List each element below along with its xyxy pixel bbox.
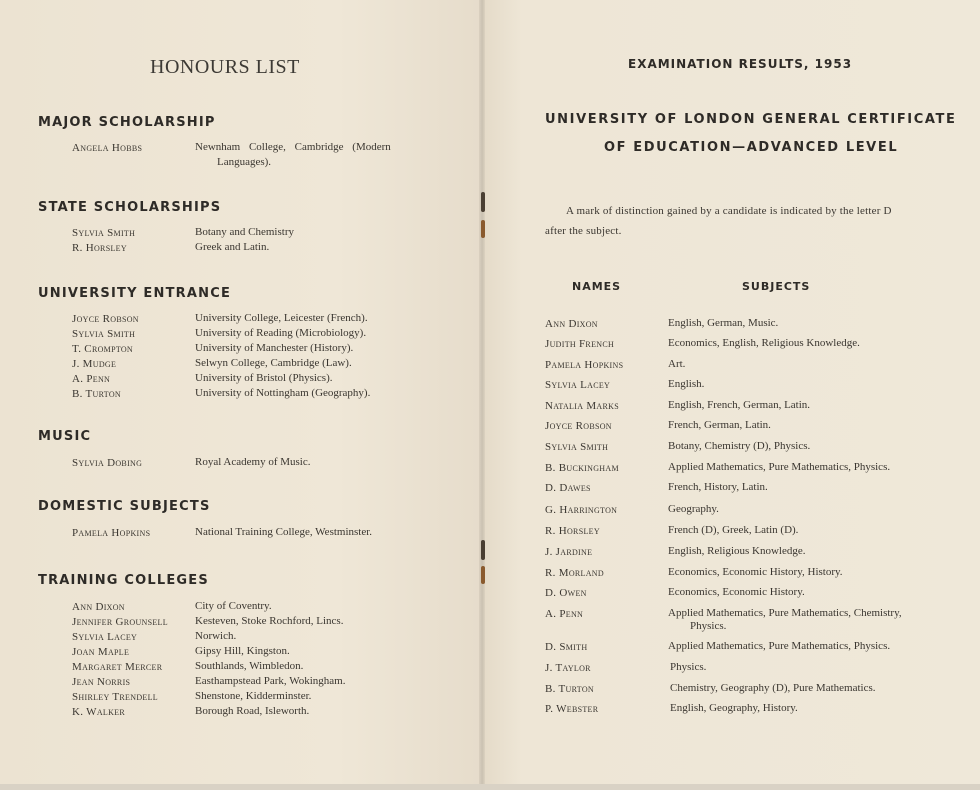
result-subjects: English.	[668, 378, 705, 390]
result-subjects: Art.	[668, 358, 686, 370]
result-subjects-cont: Physics.	[690, 620, 727, 632]
section-heading: STATE SCHOLARSHIPS	[38, 200, 222, 215]
honours-list-title: HONOURS LIST	[150, 56, 300, 78]
honour-detail: University of Bristol (Physics).	[195, 372, 333, 384]
result-subjects: Applied Mathematics, Pure Mathematics, Chemistry,	[668, 607, 902, 619]
honour-detail: Easthampstead Park, Wokingham.	[195, 675, 346, 687]
honour-name: T. Crompton	[72, 343, 134, 355]
honour-detail: Borough Road, Isleworth.	[195, 705, 310, 717]
section-heading: MAJOR SCHOLARSHIP	[38, 115, 216, 130]
staple-bottom-rust	[481, 566, 485, 584]
honour-detail: Botany and Chemistry	[195, 226, 294, 238]
honour-name: Joan Maple	[72, 646, 130, 658]
staple-top	[481, 192, 485, 212]
honour-detail: Shenstone, Kidderminster.	[195, 690, 312, 702]
honour-detail: City of Coventry.	[195, 600, 272, 612]
result-subjects: Physics.	[670, 661, 707, 673]
result-name: B. Turton	[545, 683, 594, 695]
honour-detail: National Training College, Westminster.	[195, 526, 373, 538]
honour-detail: Norwich.	[195, 630, 237, 642]
honour-name: Sylvia Dobing	[72, 457, 143, 469]
result-name: Ann Dixon	[545, 318, 598, 330]
result-subjects: Applied Mathematics, Pure Mathematics, Physics.	[668, 640, 891, 652]
honour-name: Pamela Hopkins	[72, 527, 151, 539]
honour-detail: Southlands, Wimbledon.	[195, 660, 304, 672]
results-title: EXAMINATION RESULTS, 1953	[628, 57, 853, 71]
result-name: G. Harrington	[545, 504, 618, 516]
honour-detail: Royal Academy of Music.	[195, 456, 311, 468]
result-name: B. Buckingham	[545, 462, 619, 474]
honour-detail: Greek and Latin.	[195, 241, 270, 253]
honour-name: Margaret Mercer	[72, 661, 163, 673]
staple-top-rust	[481, 220, 485, 238]
honour-name: Ann Dixon	[72, 601, 125, 613]
honour-name: Sylvia Smith	[72, 227, 136, 239]
result-subjects: Chemistry, Geography (D), Pure Mathematics.	[670, 682, 876, 694]
names-column-header: NAMES	[572, 280, 622, 293]
section-heading: UNIVERSITY ENTRANCE	[38, 286, 232, 301]
honour-detail: University of Nottingham (Geography).	[195, 387, 371, 399]
result-name: R. Horsley	[545, 525, 600, 537]
honour-name: A. Penn	[72, 373, 111, 385]
section-heading: MUSIC	[38, 429, 92, 444]
honour-name: Joyce Robson	[72, 313, 139, 325]
honour-detail-cont: Languages).	[217, 156, 272, 168]
honour-name: R. Horsley	[72, 242, 127, 254]
honour-name: Sylvia Smith	[72, 328, 136, 340]
honour-detail: University College, Leicester (French).	[195, 312, 368, 324]
result-name: P. Webster	[545, 703, 599, 715]
result-subjects: Economics, English, Religious Knowledge.	[668, 337, 860, 349]
honour-name: Jean Norris	[72, 676, 131, 688]
result-name: Joyce Robson	[545, 420, 612, 432]
section-heading: DOMESTIC SUBJECTS	[38, 499, 211, 514]
result-subjects: French (D), Greek, Latin (D).	[668, 524, 799, 536]
result-subjects: Economics, Economic History, History.	[668, 566, 843, 578]
result-name: A. Penn	[545, 608, 584, 620]
staple-bottom	[481, 540, 485, 560]
honour-detail: University of Manchester (History).	[195, 342, 354, 354]
honour-detail: University of Reading (Microbiology).	[195, 327, 367, 339]
result-subjects: French, German, Latin.	[668, 419, 771, 431]
subjects-column-header: SUBJECTS	[742, 280, 811, 293]
result-subjects: Botany, Chemistry (D), Physics.	[668, 440, 811, 452]
result-name: Natalia Marks	[545, 400, 619, 412]
honour-name: Angela Hobbs	[72, 142, 143, 154]
result-name: D. Dawes	[545, 482, 591, 494]
honour-name: Shirley Trendell	[72, 691, 158, 703]
honour-name: B. Turton	[72, 388, 121, 400]
result-name: D. Owen	[545, 587, 587, 599]
result-subjects: Economics, Economic History.	[668, 586, 805, 598]
honour-detail: Newnham College, Cambridge (Modern	[195, 141, 391, 153]
result-subjects: English, French, German, Latin.	[668, 399, 811, 411]
result-name: Pamela Hopkins	[545, 359, 624, 371]
result-name: Sylvia Smith	[545, 441, 609, 453]
result-name: D. Smith	[545, 641, 588, 653]
section-heading: TRAINING COLLEGES	[38, 573, 209, 588]
honour-name: K. Walker	[72, 706, 125, 718]
result-subjects: Applied Mathematics, Pure Mathematics, Physics.	[668, 461, 891, 473]
result-subjects: English, Geography, History.	[670, 702, 798, 714]
result-name: R. Morland	[545, 567, 604, 579]
honour-detail: Selwyn College, Cambridge (Law).	[195, 357, 352, 369]
honour-name: Jennifer Grounsell	[72, 616, 168, 628]
result-subjects: French, History, Latin.	[668, 481, 768, 493]
book-gutter	[479, 0, 485, 790]
honour-name: J. Mudge	[72, 358, 117, 370]
certificate-heading-line2: OF EDUCATION—ADVANCED LEVEL	[604, 140, 899, 155]
result-name: Sylvia Lacey	[545, 379, 611, 391]
honour-detail: Gipsy Hill, Kingston.	[195, 645, 290, 657]
honour-name: Sylvia Lacey	[72, 631, 138, 643]
certificate-heading-line1: UNIVERSITY OF LONDON GENERAL CERTIFICATE	[545, 112, 957, 127]
result-name: J. Jardine	[545, 546, 593, 558]
result-subjects: English, Religious Knowledge.	[668, 545, 806, 557]
distinction-note-line1: A mark of distinction gained by a candidate is indicated by the letter D	[566, 205, 892, 217]
distinction-note-line2: after the subject.	[545, 225, 622, 237]
result-subjects: Geography.	[668, 503, 719, 515]
result-name: Judith French	[545, 338, 615, 350]
result-name: J. Taylor	[545, 662, 591, 674]
honour-detail: Kesteven, Stoke Rochford, Lincs.	[195, 615, 344, 627]
page-bottom-edge	[0, 784, 980, 790]
result-subjects: English, German, Music.	[668, 317, 779, 329]
